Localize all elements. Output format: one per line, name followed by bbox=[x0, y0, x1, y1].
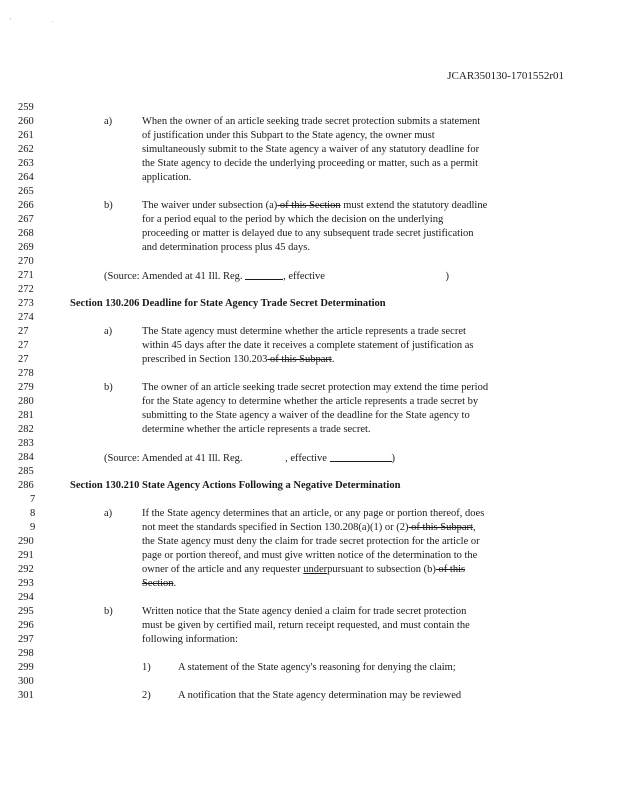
struck-text: of this bbox=[435, 564, 466, 575]
line-number: 265 bbox=[18, 186, 34, 197]
paragraph-line: the State agency must deny the claim for trade secret protection for the article or bbox=[142, 536, 480, 547]
text-run: . bbox=[173, 578, 177, 589]
struck-text: of this Subpart bbox=[408, 522, 473, 533]
paragraph-line: A statement of the State agency's reasoning for denying the claim; bbox=[178, 662, 456, 673]
line-number: 9 bbox=[30, 522, 36, 533]
paragraph-line: The State agency must determine whether the article represents a trade secret bbox=[142, 326, 466, 337]
line-number: 271 bbox=[18, 270, 34, 281]
line-number: 264 bbox=[18, 172, 34, 183]
section-heading bbox=[70, 479, 400, 492]
text-run: , effective bbox=[283, 271, 328, 282]
line-number: 290 bbox=[18, 536, 34, 547]
subsection-label: b) bbox=[104, 382, 113, 393]
line-number: 296 bbox=[18, 620, 34, 631]
paragraph-line: Written notice that the State agency denied a claim for trade secret protection bbox=[142, 606, 467, 617]
paragraph-line: page or portion thereof, and must give written notice of the determination to the bbox=[142, 550, 478, 561]
line-number: 263 bbox=[18, 158, 34, 169]
paragraph-line: within 45 days after the date it receives a complete statement of justification as bbox=[142, 340, 474, 351]
line-number: 267 bbox=[18, 214, 34, 225]
source-note bbox=[104, 269, 449, 283]
line-number: 268 bbox=[18, 228, 34, 239]
paragraph-line: When the owner of an article seeking trade secret protection submits a statement bbox=[142, 116, 481, 127]
line-number: 274 bbox=[18, 312, 34, 323]
line-number: 283 bbox=[18, 438, 34, 449]
text-run: prescribed in Section 130.203 bbox=[142, 354, 268, 365]
line-number: 27 bbox=[18, 354, 29, 365]
line-number: 260 bbox=[18, 116, 34, 127]
paragraph-line: for a period equal to the period by which the decision on the underlying bbox=[142, 214, 444, 225]
blank-line bbox=[245, 269, 283, 280]
line-number: 301 bbox=[18, 690, 34, 701]
text-run: owner of the article and any requester bbox=[142, 564, 304, 575]
line-number: 270 bbox=[18, 256, 34, 267]
line-number: 286 bbox=[18, 480, 34, 491]
paragraph-line: A notification that the State agency determination may be reviewed bbox=[178, 690, 462, 701]
struck-text: of this Subpart bbox=[267, 354, 332, 365]
line-number: 291 bbox=[18, 550, 34, 561]
text-run: ) bbox=[391, 453, 396, 464]
text-run: , bbox=[472, 522, 476, 533]
line-number: 261 bbox=[18, 130, 34, 141]
section-heading-text: Section 130.206 Deadline for State Agency Trade Secret Determination bbox=[70, 298, 386, 309]
line-number: 273 bbox=[18, 298, 34, 309]
paragraph-line bbox=[142, 577, 176, 590]
corner-mark: ' bbox=[10, 18, 12, 24]
struck-text: of this Section bbox=[277, 200, 341, 211]
paragraph-line bbox=[142, 563, 465, 576]
paragraph-line bbox=[142, 353, 334, 366]
line-number: 262 bbox=[18, 144, 34, 155]
paragraph-line: application. bbox=[142, 172, 192, 183]
line-number: 278 bbox=[18, 368, 34, 379]
line-number: 8 bbox=[30, 508, 36, 519]
line-number: 259 bbox=[18, 102, 34, 113]
paragraph-line: determine whether the article represents a trade secret. bbox=[142, 424, 371, 435]
line-number: 293 bbox=[18, 578, 34, 589]
text-run: The waiver under subsection (a) bbox=[142, 200, 278, 211]
line-number: 299 bbox=[18, 662, 34, 673]
paragraph-line: The owner of an article seeking trade secret protection may extend the time period bbox=[142, 382, 489, 393]
line-number: 298 bbox=[18, 648, 34, 659]
inserted-text: under bbox=[303, 564, 328, 575]
corner-mark: . bbox=[52, 18, 54, 24]
paragraph-line: the State agency to decide the underlying proceeding or matter, such as a permit bbox=[142, 158, 479, 169]
line-number: 281 bbox=[18, 410, 34, 421]
struck-text: Section bbox=[142, 578, 174, 589]
blank-line bbox=[330, 451, 392, 462]
subsection-label: a) bbox=[104, 116, 113, 127]
line-number: 297 bbox=[18, 634, 34, 645]
line-number: 300 bbox=[18, 676, 34, 687]
line-number: 294 bbox=[18, 592, 34, 603]
paragraph-line: If the State agency determines that an article, or any page or portion thereof, does bbox=[142, 508, 485, 519]
line-number: 285 bbox=[18, 466, 34, 477]
text-run: , effective bbox=[285, 453, 330, 464]
line-number: 7 bbox=[30, 494, 36, 505]
item-label: 1) bbox=[142, 662, 151, 673]
line-number: 269 bbox=[18, 242, 34, 253]
text-run: pursuant to subsection (b) bbox=[327, 564, 436, 575]
line-number: 284 bbox=[18, 452, 34, 463]
paragraph-line bbox=[142, 521, 476, 534]
text-run: (Source: Amended at 41 Ill. Reg. bbox=[104, 453, 246, 464]
paragraph-line: of justification under this Subpart to the State agency, the owner must bbox=[142, 130, 435, 141]
subsection-label: a) bbox=[104, 508, 113, 519]
text-run: must extend the statutory deadline bbox=[340, 200, 488, 211]
paragraph-line bbox=[142, 199, 487, 212]
paragraph-line: must be given by certified mail, return receipt requested, and must contain the bbox=[142, 620, 470, 631]
text-run: (Source: Amended at 41 Ill. Reg. bbox=[104, 271, 246, 282]
line-number: 27 bbox=[18, 326, 29, 337]
section-heading-text: Section 130.210 State Agency Actions Following a Negative Determination bbox=[70, 480, 401, 491]
paragraph-line: simultaneously submit to the State agency a waiver of any statutory deadline for bbox=[142, 144, 480, 155]
section-heading bbox=[70, 297, 386, 310]
line-number: 292 bbox=[18, 564, 34, 575]
line-number: 279 bbox=[18, 382, 34, 393]
line-number: 272 bbox=[18, 284, 34, 295]
paragraph-line: and determination process plus 45 days. bbox=[142, 242, 310, 253]
line-number: 282 bbox=[18, 424, 34, 435]
source-note bbox=[104, 451, 395, 465]
subsection-label: a) bbox=[104, 326, 113, 337]
paragraph-line: following information: bbox=[142, 634, 238, 645]
subsection-label: b) bbox=[104, 606, 113, 617]
paragraph-line: proceeding or matter is delayed due to any subsequent trade secret justification bbox=[142, 228, 474, 239]
line-number: 280 bbox=[18, 396, 34, 407]
subsection-label: b) bbox=[104, 200, 113, 211]
paragraph-line: for the State agency to determine whether the article represents a trade secret by bbox=[142, 396, 479, 407]
text-run: . bbox=[331, 354, 335, 365]
line-number: 27 bbox=[18, 340, 29, 351]
line-number: 295 bbox=[18, 606, 34, 617]
text-run: ) bbox=[445, 271, 450, 282]
text-run: not meet the standards specified in Section 130.208(a)(1) or (2) bbox=[142, 522, 409, 533]
line-number: 266 bbox=[18, 200, 34, 211]
document-id: JCAR350130-1701552r01 bbox=[447, 70, 564, 82]
paragraph-line: submitting to the State agency a waiver of the deadline for the State agency to bbox=[142, 410, 470, 421]
item-label: 2) bbox=[142, 690, 151, 701]
